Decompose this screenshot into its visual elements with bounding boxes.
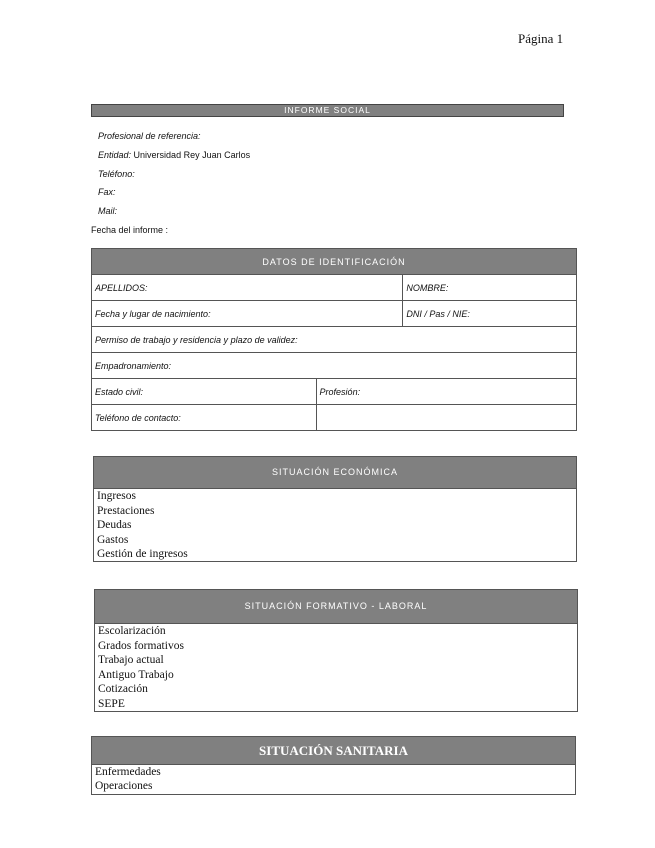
training-item: Escolarización [98, 625, 166, 637]
economic-title: SITUACIÓN ECONÓMICA [94, 457, 576, 489]
health-title: SITUACIÓN SANITARIA [92, 737, 575, 765]
meta-phone-label: Teléfono: [98, 169, 135, 179]
report-date-label: Fecha del informe : [91, 225, 169, 235]
identification-title: DATOS DE IDENTIFICACIÓN [92, 249, 577, 275]
economic-item: Deudas [97, 519, 132, 531]
meta-entity-value: Universidad Rey Juan Carlos [133, 150, 251, 160]
training-item: Grados formativos [98, 639, 184, 652]
economic-section [93, 456, 577, 562]
economic-item: Gastos [97, 533, 129, 546]
meta-mail [98, 206, 117, 216]
health-item: Operaciones [95, 780, 153, 792]
training-item: Cotización [98, 683, 148, 695]
field-dni: DNI / Pas / NIE: [403, 301, 577, 327]
field-phone-value [316, 405, 576, 431]
economic-item: Ingresos [97, 490, 136, 502]
health-section [91, 736, 576, 795]
economic-item: Gestión de ingresos [97, 548, 188, 560]
identification-table [91, 248, 577, 431]
field-name: NOMBRE: [403, 275, 577, 301]
training-item: Trabajo actual [98, 654, 164, 666]
economic-items [94, 489, 576, 562]
field-phone: Teléfono de contacto: [92, 405, 317, 431]
field-permit: Permiso de trabajo y residencia y plazo de validez: [92, 327, 577, 353]
meta-fax-label: Fax: [98, 187, 116, 197]
meta-professional-label: Profesional de referencia: [98, 131, 201, 141]
meta-phone [98, 169, 135, 179]
training-item: Antiguo Trabajo [98, 668, 174, 681]
report-title: INFORME SOCIAL [91, 104, 564, 117]
meta-mail-label: Mail: [98, 206, 118, 216]
page-number: Página 1 [518, 31, 564, 46]
field-surnames: APELLIDOS: [92, 275, 403, 301]
field-civil-status: Estado civil: [92, 379, 317, 405]
field-registration: Empadronamiento: [92, 353, 577, 379]
meta-professional [98, 131, 201, 141]
training-title: SITUACIÓN FORMATIVO - LABORAL [95, 590, 577, 624]
training-item: SEPE [98, 697, 125, 710]
training-items [95, 624, 577, 711]
health-items [92, 765, 575, 793]
economic-item: Prestaciones [97, 504, 155, 517]
field-profession: Profesión: [316, 379, 576, 405]
field-birth: Fecha y lugar de nacimiento: [92, 301, 403, 327]
health-item: Enfermedades [95, 766, 161, 778]
training-section [94, 589, 578, 712]
meta-entity [98, 150, 250, 160]
meta-fax [98, 187, 116, 197]
meta-entity-label: Entidad: [98, 150, 132, 160]
